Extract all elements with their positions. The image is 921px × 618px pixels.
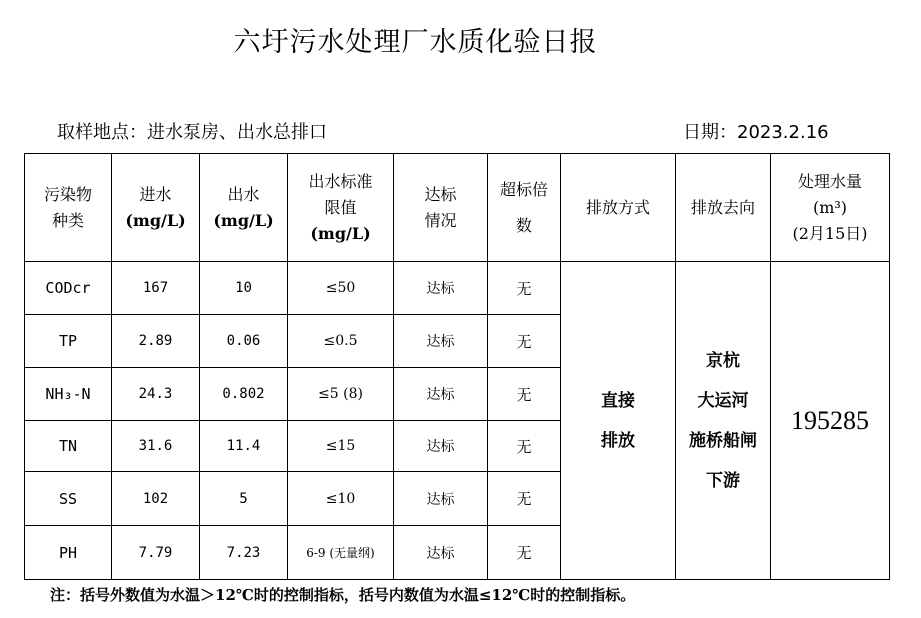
status-value: 达标 xyxy=(394,315,488,368)
header-status xyxy=(394,154,488,262)
status-value: 达标 xyxy=(394,262,488,315)
discharge-method-line1: 直接 xyxy=(601,390,635,411)
footnote: 注：括号外数值为水温＞12℃时的控制指标，括号内数值为水温≤12℃时的控制指标。 xyxy=(50,586,636,604)
header-exceed xyxy=(488,154,561,262)
influent-value: 167 xyxy=(112,262,200,315)
status-value: 达标 xyxy=(394,526,488,580)
header-limit-unit: (mg/L) xyxy=(310,223,371,243)
destination-line2: 大运河 xyxy=(697,390,749,411)
effluent-value: 11.4 xyxy=(200,421,288,472)
header-limit xyxy=(288,154,394,262)
status-value: 达标 xyxy=(394,472,488,526)
param-name: NH₃-N xyxy=(25,368,112,421)
discharge-method-line2: 排放 xyxy=(601,430,635,451)
influent-value: 2.89 xyxy=(112,315,200,368)
exceed-value: 无 xyxy=(488,315,561,368)
effluent-value: 0.802 xyxy=(200,368,288,421)
table-row xyxy=(25,262,890,315)
limit-value: ≤15 xyxy=(288,421,394,472)
header-pollutant-line1: 污染物 xyxy=(43,184,92,204)
param-name: SS xyxy=(25,472,112,526)
influent-value: 24.3 xyxy=(112,368,200,421)
effluent-value: 5 xyxy=(200,472,288,526)
destination-line1: 京杭 xyxy=(706,350,740,371)
exceed-value: 无 xyxy=(488,526,561,580)
exceed-value: 无 xyxy=(488,472,561,526)
param-name: PH xyxy=(25,526,112,580)
header-volume-unit: (m³) xyxy=(812,197,848,217)
header-effluent-unit: (mg/L) xyxy=(213,210,274,230)
header-row xyxy=(25,154,890,262)
header-limit-line2: 限值 xyxy=(324,197,357,217)
header-volume xyxy=(771,154,890,262)
effluent-value: 10 xyxy=(200,262,288,315)
influent-value: 7.79 xyxy=(112,526,200,580)
destination-line4: 下游 xyxy=(706,470,740,491)
header-volume-date: (2月15日) xyxy=(792,223,868,243)
limit-value: ≤10 xyxy=(288,472,394,526)
limit-value: ≤5 (8) xyxy=(288,368,394,421)
header-pollutant-line2: 种类 xyxy=(51,210,84,230)
exceed-value: 无 xyxy=(488,262,561,315)
header-volume-line1: 处理水量 xyxy=(797,171,862,191)
limit-value: ≤0.5 xyxy=(288,315,394,368)
header-effluent-line1: 出水 xyxy=(227,184,260,204)
header-exceed-line1: 超标倍 xyxy=(499,179,548,199)
header-exceed-line2: 数 xyxy=(515,215,532,235)
header-influent-line1: 进水 xyxy=(139,184,172,204)
header-status-line1: 达标 xyxy=(424,184,457,204)
param-name: TN xyxy=(25,421,112,472)
sampling-location: 取样地点：进水泵房、出水总排口 xyxy=(57,122,327,143)
discharge-method-cell xyxy=(561,262,676,580)
report-date: 日期：2023.2.16 xyxy=(683,122,829,143)
header-limit-line1: 出水标准 xyxy=(308,171,373,191)
header-status-line2: 情况 xyxy=(424,210,457,230)
discharge-destination-cell xyxy=(676,262,771,580)
status-value: 达标 xyxy=(394,368,488,421)
influent-value: 102 xyxy=(112,472,200,526)
header-pollutant xyxy=(25,154,112,262)
header-influent xyxy=(112,154,200,262)
report-title: 六圩污水处理厂水质化验日报 xyxy=(233,27,598,58)
header-discharge-method: 排放方式 xyxy=(561,154,676,262)
limit-value: ≤50 xyxy=(288,262,394,315)
header-discharge-destination: 排放去向 xyxy=(676,154,771,262)
status-value: 达标 xyxy=(394,421,488,472)
exceed-value: 无 xyxy=(488,368,561,421)
exceed-value: 无 xyxy=(488,421,561,472)
influent-value: 31.6 xyxy=(112,421,200,472)
header-effluent xyxy=(200,154,288,262)
param-name: TP xyxy=(25,315,112,368)
param-name: CODcr xyxy=(25,262,112,315)
effluent-value: 0.06 xyxy=(200,315,288,368)
destination-line3: 施桥船闸 xyxy=(689,430,757,451)
volume-value: 195285 xyxy=(771,262,890,580)
water-quality-table xyxy=(24,153,890,580)
limit-value: 6-9 (无量纲) xyxy=(288,526,394,580)
header-influent-unit: (mg/L) xyxy=(125,210,186,230)
effluent-value: 7.23 xyxy=(200,526,288,580)
